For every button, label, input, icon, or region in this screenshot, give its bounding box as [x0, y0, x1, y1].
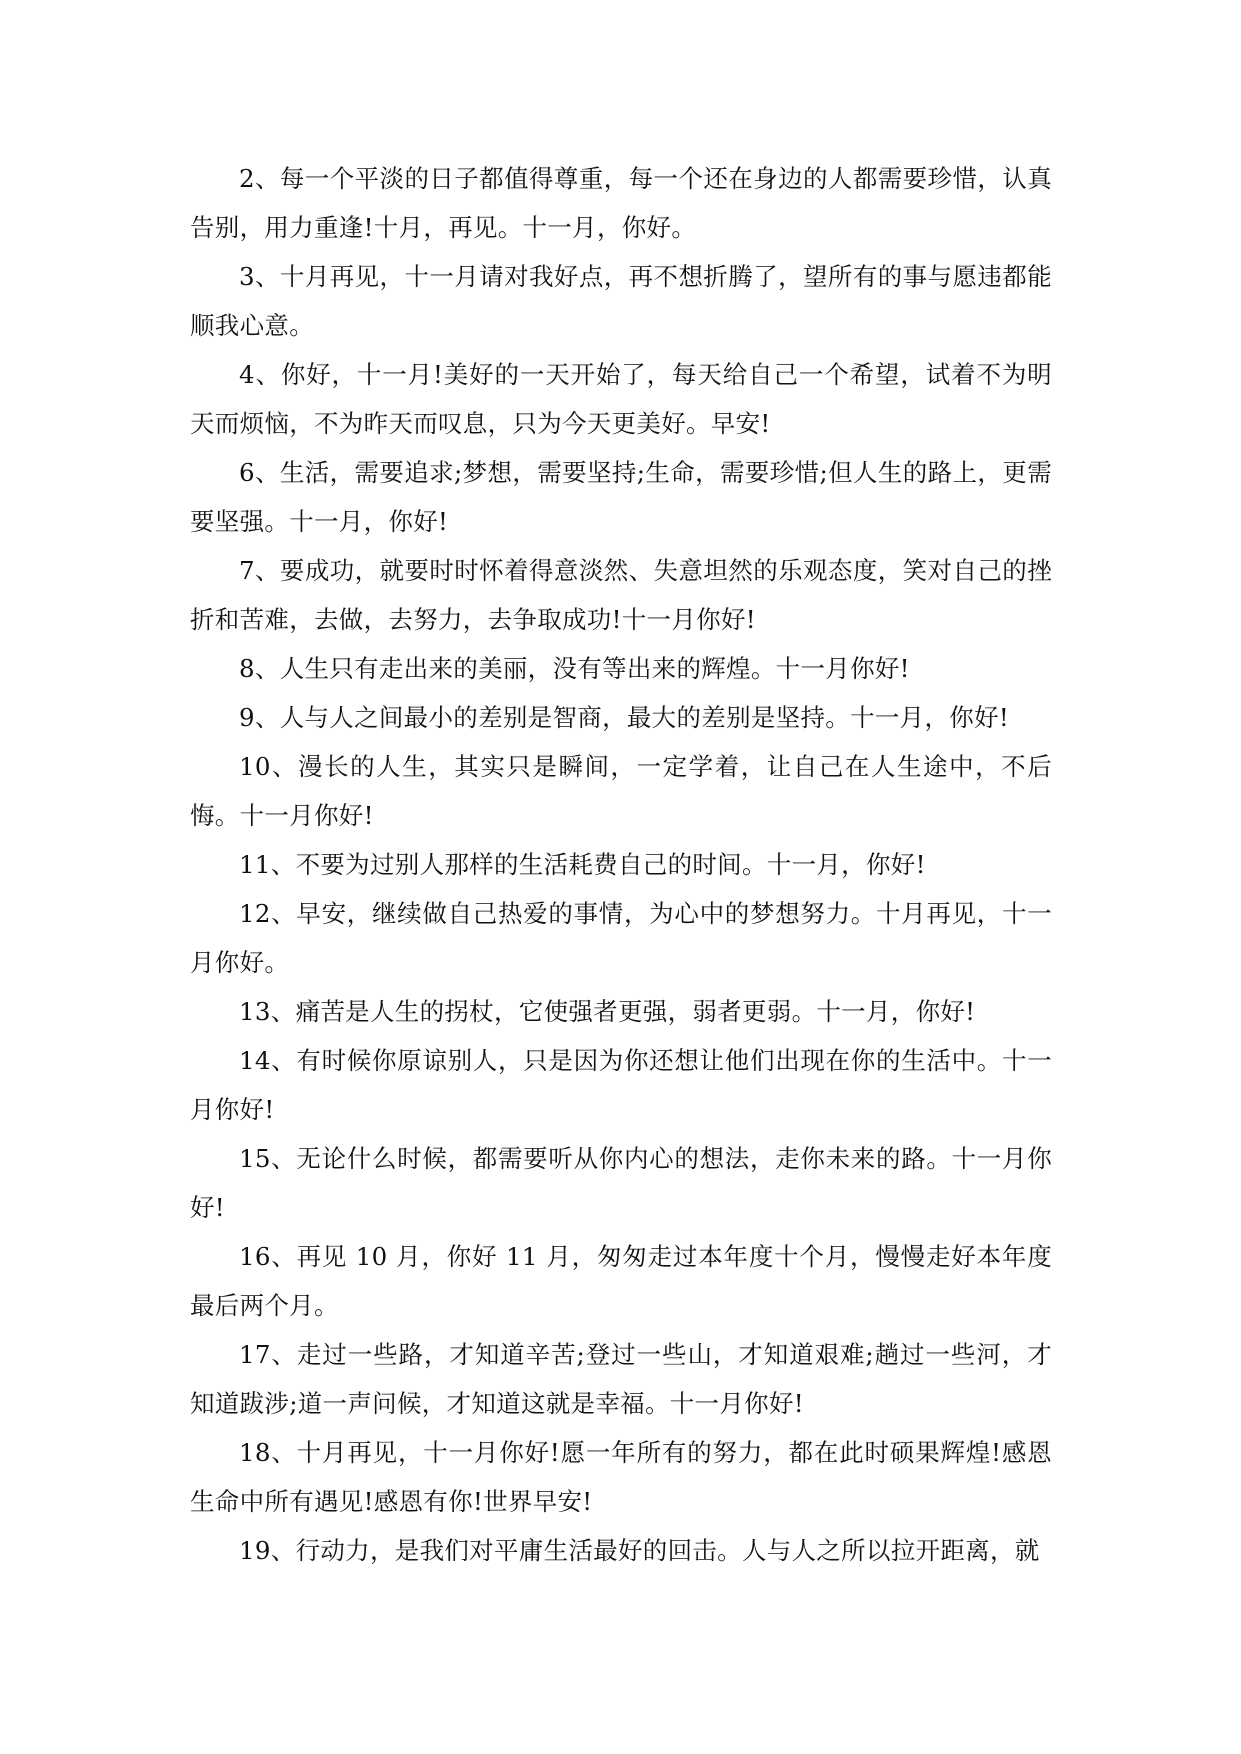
paragraph-19: 19、行动力，是我们对平庸生活最好的回击。人与人之所以拉开距离，就: [239, 1536, 1040, 1565]
paragraph-18: 18、十月再见，十一月你好!愿一年所有的努力，都在此时硕果辉煌!感恩生命中所有遇见!感恩有你!世界早安!: [190, 1438, 1052, 1516]
document-body: [190, 154, 1052, 1575]
paragraph-12: 12、早安，继续做自己热爱的事情，为心中的梦想努力。十月再见，十一月你好。: [190, 899, 1052, 977]
paragraph-2: 2、每一个平淡的日子都值得尊重，每一个还在身边的人都需要珍惜，认真告别，用力重逢!十月，再见。十一月，你好。: [190, 164, 1052, 242]
paragraph-17: 17、走过一些路，才知道辛苦;登过一些山，才知道艰难;趟过一些河，才知道跋涉;道一声问候，才知道这就是幸福。十一月你好!: [190, 1340, 1052, 1418]
paragraph-7: 7、要成功，就要时时怀着得意淡然、失意坦然的乐观态度，笑对自己的挫折和苦难，去做，去努力，去争取成功!十一月你好!: [190, 556, 1052, 634]
paragraph-11: 11、不要为过别人那样的生活耗费自己的时间。十一月，你好!: [239, 850, 926, 879]
paragraph-6: 6、生活，需要追求;梦想，需要坚持;生命，需要珍惜;但人生的路上，更需要坚强。十一月，你好!: [190, 458, 1052, 536]
paragraph-4: 4、你好，十一月!美好的一天开始了，每天给自己一个希望，试着不为明天而烦恼，不为昨天而叹息，只为今天更美好。早安!: [190, 360, 1052, 438]
paragraph-13: 13、痛苦是人生的拐杖，它使强者更强，弱者更弱。十一月，你好!: [239, 997, 976, 1026]
paragraph-9: 9、人与人之间最小的差别是智商，最大的差别是坚持。十一月，你好!: [239, 703, 1010, 732]
paragraph-10: 10、漫长的人生，其实只是瞬间，一定学着，让自己在人生途中，不后悔。十一月你好!: [190, 752, 1052, 830]
paragraph-8: 8、人生只有走出来的美丽，没有等出来的辉煌。十一月你好!: [239, 654, 910, 683]
paragraph-15: 15、无论什么时候，都需要听从你内心的想法，走你未来的路。十一月你好!: [190, 1144, 1052, 1222]
paragraph-3: 3、十月再见，十一月请对我好点，再不想折腾了，望所有的事与愿违都能顺我心意。: [190, 262, 1052, 340]
paragraph-16: 16、再见 10 月，你好 11 月，匆匆走过本年度十个月，慢慢走好本年度最后两个月。: [190, 1242, 1052, 1320]
paragraph-14: 14、有时候你原谅别人，只是因为你还想让他们出现在你的生活中。十一月你好!: [190, 1046, 1052, 1124]
